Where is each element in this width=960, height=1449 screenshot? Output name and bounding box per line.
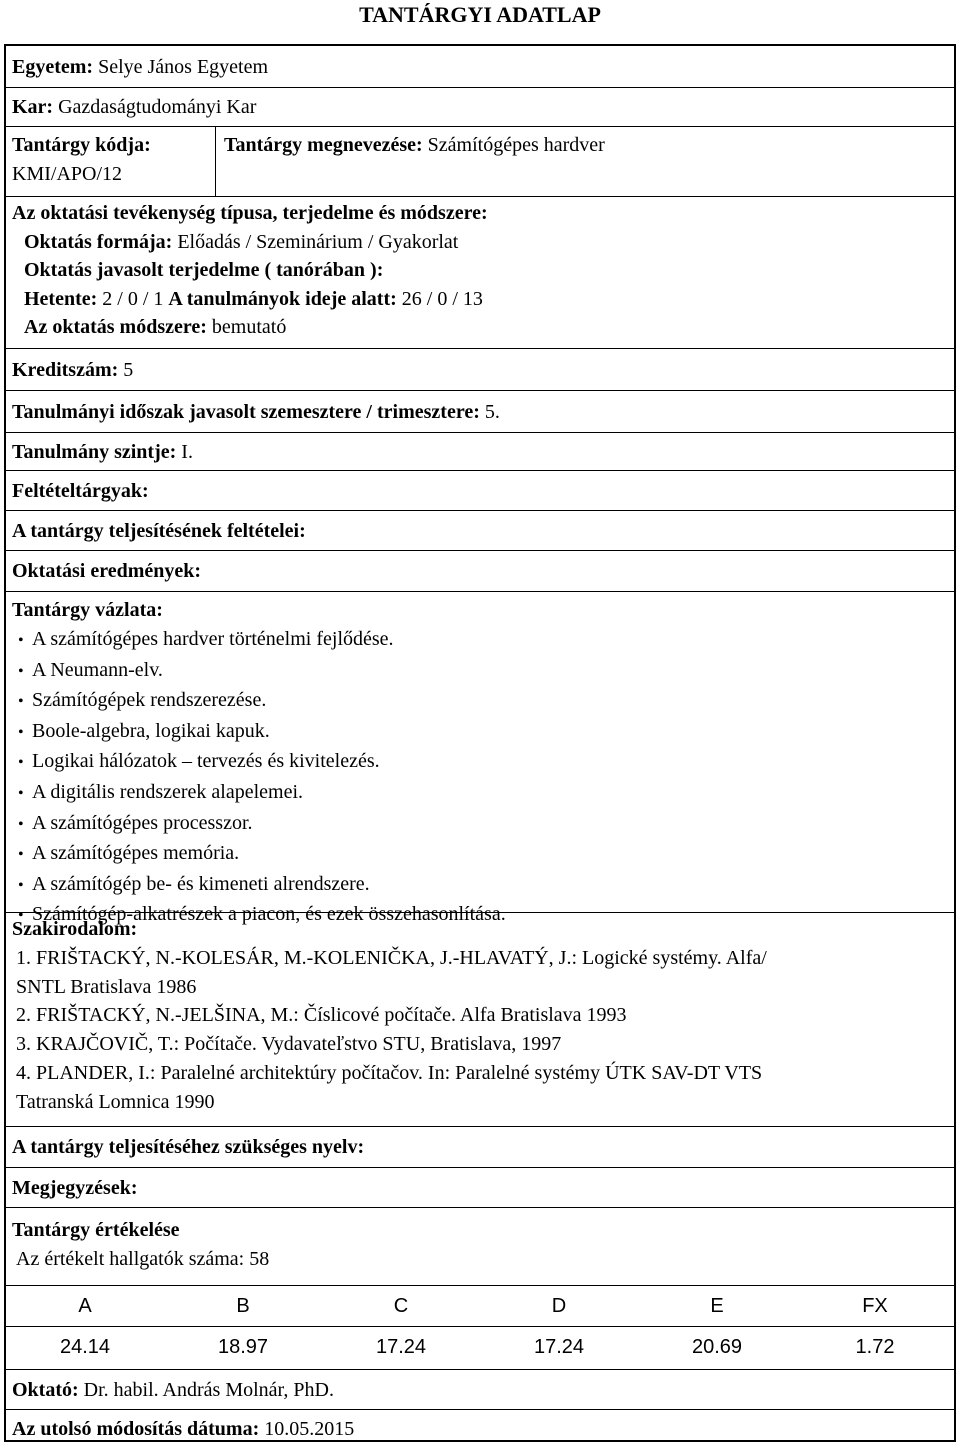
grade-label: B xyxy=(164,1286,322,1327)
outline-item: • A Neumann-elv. xyxy=(18,656,954,687)
literature-line: 2. FRIŠTACKÝ, N.-JELŠINA, M.: Číslicové počítače. Alfa Bratislava 1993 xyxy=(16,1004,627,1027)
grade-label: FX xyxy=(796,1286,954,1327)
grade-label: A xyxy=(6,1286,164,1327)
university-label: Egyetem: xyxy=(12,56,94,78)
teaching-extent-label: Oktatás javasolt terjedelme ( tanórában ): xyxy=(24,259,384,281)
literature-line: Tatranská Lomnica 1990 xyxy=(16,1090,215,1113)
literature-line: 3. KRAJČOVIČ, T.: Počítače. Vydavateľstvo STU, Bratislava, 1997 xyxy=(16,1033,562,1056)
credits-row xyxy=(6,349,954,391)
outline-section xyxy=(6,592,954,926)
prerequisites-row xyxy=(6,471,954,511)
teacher-label: Oktató: xyxy=(12,1379,79,1401)
teaching-form-line xyxy=(12,228,954,257)
outline-item: • A számítógépes processzor. xyxy=(18,809,954,840)
page-title: TANTÁRGYI ADATLAP xyxy=(359,2,601,27)
method-value: bemutató xyxy=(211,316,287,338)
outline-label: Tantárgy vázlata: xyxy=(12,599,163,621)
weekly-value: 2 / 0 / 1 xyxy=(102,287,164,310)
period-label: A tanulmányok ideje alatt: xyxy=(168,287,397,310)
course-code-label: Tantárgy kódja: xyxy=(12,134,151,156)
modified-label: Az utolsó módosítás dátuma: xyxy=(12,1418,260,1440)
grades-header-row xyxy=(6,1286,954,1327)
teacher-row xyxy=(6,1370,954,1410)
language-label: A tantárgy teljesítéséhez szükséges nyelv: xyxy=(12,1136,365,1158)
literature-section xyxy=(6,913,954,1127)
level-row xyxy=(6,433,954,471)
outline-list xyxy=(12,625,954,931)
literature-line: 1. FRIŠTACKÝ, N.-KOLESÁR, M.-KOLENIČKA, J.-HLAVATÝ, J.: Logické systémy. Alfa/ xyxy=(16,947,767,969)
outcomes-row xyxy=(6,551,954,592)
literature-line: SNTL Bratislava 1986 xyxy=(16,975,197,998)
weekly-label: Hetente: xyxy=(24,287,98,310)
credits-value: 5 xyxy=(123,359,134,381)
teaching-method-line xyxy=(12,313,954,342)
language-row xyxy=(6,1127,954,1168)
outline-item: • A digitális rendszerek alapelemei. xyxy=(18,778,954,809)
course-id-row xyxy=(6,127,954,197)
prerequisites-label: Feltételtárgyak: xyxy=(12,480,149,502)
grade-percentage: 1.72 xyxy=(855,1336,895,1358)
literature-label: Szakirodalom: xyxy=(12,918,138,940)
outline-item: • A számítógépes hardver történelmi fejlődése. xyxy=(18,625,954,656)
grade-label: D xyxy=(480,1286,638,1327)
grade-label: E xyxy=(638,1286,796,1327)
teaching-section xyxy=(6,197,954,349)
grade-percentage: 17.24 xyxy=(375,1336,427,1358)
semester-row xyxy=(6,391,954,433)
grade-percentage: 18.97 xyxy=(217,1336,269,1358)
subject-data-sheet xyxy=(4,44,956,1442)
literature-list xyxy=(12,944,954,1116)
grade-label: C xyxy=(322,1286,480,1327)
outline-item: • A számítógép be- és kimeneti alrendszere. xyxy=(18,870,954,901)
outline-item: • Boole-algebra, logikai kapuk. xyxy=(18,717,954,748)
outcomes-label: Oktatási eredmények: xyxy=(12,560,202,582)
course-name-value: Számítógépes hardver xyxy=(427,134,605,156)
evaluation-section xyxy=(6,1208,954,1286)
course-code-value: KMI/APO/12 xyxy=(12,163,123,185)
notes-label: Megjegyzések: xyxy=(12,1177,138,1199)
period-value: 26 / 0 / 13 xyxy=(401,287,483,310)
semester-value: 5. xyxy=(484,401,500,423)
faculty-row xyxy=(6,88,954,127)
course-code-cell xyxy=(6,127,216,196)
university-value: Selye János Egyetem xyxy=(98,56,269,78)
teacher-value: Dr. habil. András Molnár, PhD. xyxy=(83,1379,334,1401)
modified-row xyxy=(6,1410,954,1449)
credits-label: Kreditszám: xyxy=(12,359,119,381)
level-value: I. xyxy=(181,441,193,463)
teaching-hours-line xyxy=(12,285,954,314)
grade-percentage: 20.69 xyxy=(691,1336,743,1358)
outline-item: • Számítógépek rendszerezése. xyxy=(18,686,954,717)
faculty-value: Gazdaságtudományi Kar xyxy=(58,96,257,118)
university-row xyxy=(6,46,954,88)
grade-percentage: 17.24 xyxy=(533,1336,585,1358)
semester-label: Tanulmányi időszak javasolt szemesztere / trimesztere: xyxy=(12,401,480,423)
course-name-label: Tantárgy megnevezése: xyxy=(224,134,423,156)
faculty-label: Kar: xyxy=(12,96,54,118)
level-label: Tanulmány szintje: xyxy=(12,441,177,463)
conditions-row xyxy=(6,511,954,551)
grades-value-row xyxy=(6,1327,954,1369)
grades-table xyxy=(6,1286,954,1368)
grades-row xyxy=(6,1286,954,1370)
literature-line: 4. PLANDER, I.: Paralelné architektúry počítačov. In: Paralelné systémy ÚTK SAV-DT VTS xyxy=(16,1061,763,1084)
evaluation-label: Tantárgy értékelése xyxy=(12,1219,180,1241)
notes-row xyxy=(6,1168,954,1208)
evaluated-count: Az értékelt hallgatók száma: 58 xyxy=(16,1248,270,1270)
teaching-form-value: Előadás / Szeminárium / Gyakorlat xyxy=(177,230,459,253)
course-name-cell xyxy=(216,127,954,196)
conditions-label: A tantárgy teljesítésének feltételei: xyxy=(12,520,306,542)
outline-item: • Számítógép-alkatrészek a piacon, és ezek összehasonlítása. xyxy=(18,900,954,931)
method-label: Az oktatás módszere: xyxy=(24,316,207,338)
grade-percentage: 24.14 xyxy=(59,1336,111,1358)
teaching-heading: Az oktatási tevékenység típusa, terjedelme és módszere: xyxy=(12,202,488,224)
teaching-form-label: Oktatás formája: xyxy=(24,230,173,253)
modified-value: 10.05.2015 xyxy=(264,1418,355,1440)
outline-item: • Logikai hálózatok – tervezés és kivitelezés. xyxy=(18,747,954,778)
outline-item: • A számítógépes memória. xyxy=(18,839,954,870)
